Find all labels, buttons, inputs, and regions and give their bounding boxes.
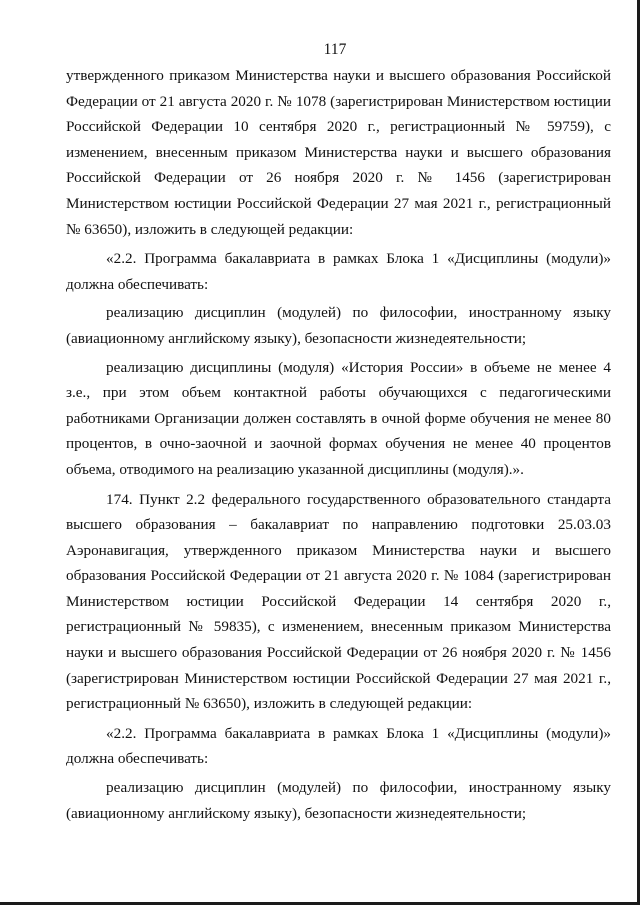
paragraph-history-russia: реализацию дисциплины (модуля) «История России» в объеме не менее 4 з.е., при этом объем контактной работы обучающихся с педагогическими работниками Организации должен составлять в очной форме обучения не менее 80 процентов, в очно-заочной и заочной формах обучения не менее 40 процентов объема, отводимого на реализацию указанной дисциплины (модуля).». [66, 358, 611, 478]
paragraph-disciplines: реализацию дисциплин (модулей) по философии, иностранному языку (авиационному английскому языку), безопасности жизнедеятельности; [66, 304, 611, 347]
paragraph-item-174: 174. Пункт 2.2 федерального государственного образовательного стандарта высшего образования – бакалавриат по направлению подготовки 25.03.03 Аэронавигация, утвержденного приказом Министерства науки и высшего образования Российской Федерации от 21 августа 2020 г. № 1084 (зарегистрирован Министерством юстиции Российской Федерации 14 сентября 2020 г., регистрационный № 59835), с изменением, внесенным приказом Министерства науки и высшего образования Российской Федерации от 26 ноября 2020 г. № 1456 (зарегистрирован Министерством юстиции Российской Федерации 27 мая 2021 г., регистрационный № 63650), изложить в следующей редакции: [66, 490, 611, 713]
paragraph-continuation: утвержденного приказом Министерства науки и высшего образования Российской Федерации от 21 августа 2020 г. № 1078 (зарегистрирован Министерством юстиции Российской Федерации 10 сентября 2020 г., регистрационный № 59759), с изменением, внесенным приказом Министерства науки и высшего образования Российской Федерации от 26 ноября 2020 г. № 1456 (зарегистрирован Министерством юстиции Российской Федерации 27 мая 2021 г., регистрационный № 63650), изложить в следующей редакции: [66, 67, 611, 238]
document-body [66, 63, 611, 826]
page-number: 117 [323, 41, 347, 58]
paragraph-disciplines-second: реализацию дисциплин (модулей) по философии, иностранному языку (авиационному английскому языку), безопасности жизнедеятельности; [66, 779, 611, 822]
paragraph-quote-2-2-second: «2.2. Программа бакалавриата в рамках Блока 1 «Дисциплины (модули)» должна обеспечивать: [66, 724, 611, 768]
paragraph-quote-2-2: «2.2. Программа бакалавриата в рамках Блока 1 «Дисциплины (модули)» должна обеспечивать: [66, 250, 611, 293]
